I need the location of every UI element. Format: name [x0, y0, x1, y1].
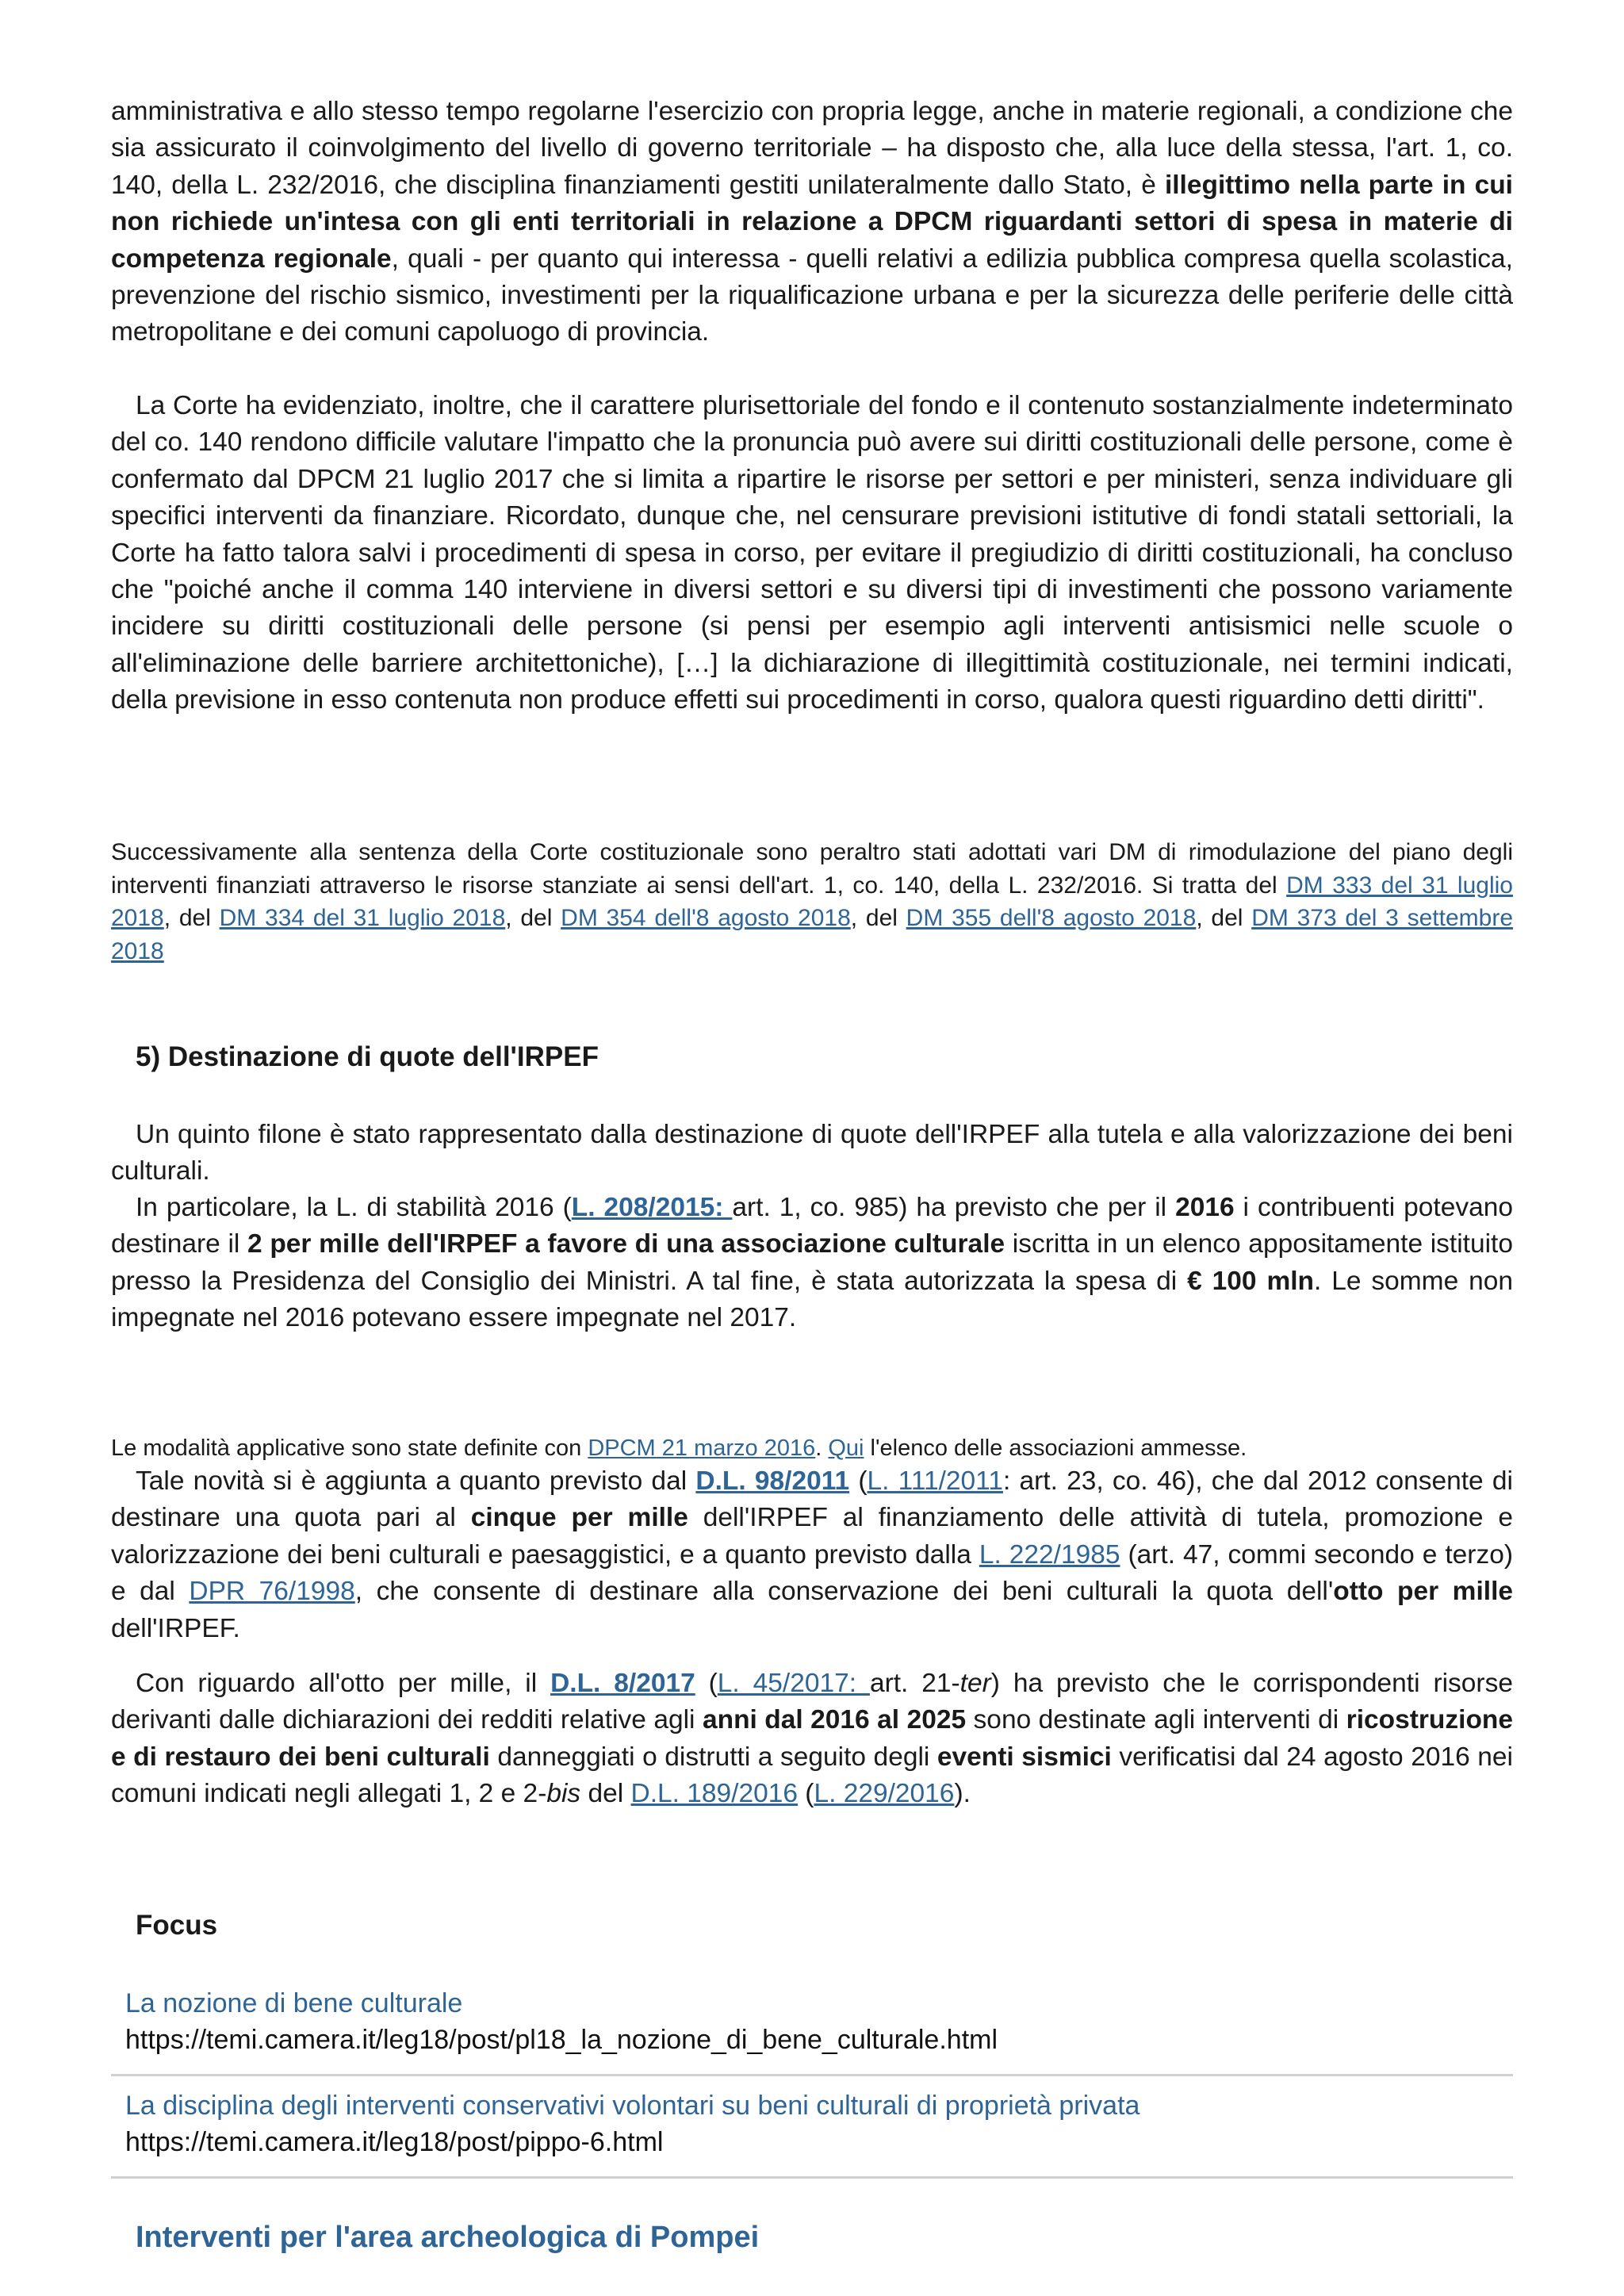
- link-l-222-1985[interactable]: L. 222/1985: [979, 1539, 1120, 1570]
- focus-item[interactable]: [111, 2076, 1513, 2179]
- link-dl-98-2011[interactable]: D.L. 98/2011: [695, 1466, 850, 1496]
- paragraph-stabilita-2016: In particolare, la L. di stabilità 2016 (L. 208/2015: art. 1, co. 985) ha previsto che per il 2016 i contribuenti potevano destinare il 2 per mille dell'IRPEF a favore di una associazione culturale iscritta in un elenco appositamente istituito presso la Presidenza del Consiglio dei Ministri. A tal fine, è stata autorizzata la spesa di € 100 mln. Le somme non impegnate nel 2016 potevano essere impegnate nel 2017.: [111, 1193, 1513, 1333]
- paragraph-quinto-filone: Un quinto filone è stato rappresentato dalla destinazione di quote dell'IRPEF alla tutela e alla valorizzazione dei beni culturali.: [111, 1120, 1513, 1186]
- focus-item[interactable]: [111, 1974, 1513, 2076]
- paragraph-eventi-sismici: Con riguardo all'otto per mille, il D.L. 8/2017 (L. 45/2017: art. 21-ter) ha previsto che le corrispondenti risorse derivanti dalle dichiarazioni dei redditi relative agli anni dal 2016 al 2025 sono destinate agli interventi di ricostruzione e di restauro dei beni culturali danneggiati o distrutti a seguito degli eventi sismici verificatisi dal 24 agosto 2016 nei comuni indicati negli allegati 1, 2 e 2-bis del D.L. 189/2016 (L. 229/2016).: [111, 1669, 1513, 1809]
- link-dm-354[interactable]: DM 354 dell'8 agosto 2018: [561, 905, 851, 932]
- focus-item-url: https://temi.camera.it/leg18/post/pippo-6.html: [125, 2127, 664, 2157]
- link-dm-334[interactable]: DM 334 del 31 luglio 2018: [219, 905, 506, 932]
- link-l-208-2015[interactable]: L. 208/2015:: [571, 1193, 733, 1222]
- link-l-45-2017[interactable]: L. 45/2017:: [717, 1669, 870, 1698]
- paragraph-modalita-applicative: Le modalità applicative sono state definite con DPCM 21 marzo 2016. Qui l'elenco delle associazioni ammesse.: [111, 1435, 1247, 1461]
- paragraph-corte-illegittimita: amministrativa e allo stesso tempo regolarne l'esercizio con propria legge, anche in materie regionali, a condizione che sia assicurato il coinvolgimento del livello di governo territoriale – ha disposto che, alla luce della stessa, l'art. 1, co. 140, della L. 232/2016, che disciplina finanziamenti gestiti unilateralmente dallo Stato, è illegittimo nella parte in cui non richiede un'intesa con gli enti territoriali in relazione a DPCM riguardanti settori di spesa in materie di competenza regionale, quali - per quanto qui interessa - quelli relativi a edilizia pubblica compresa quella scolastica, prevenzione del rischio sismico, investimenti per la riqualificazione urbana e per la sicurezza delle periferie delle città metropolitane e dei comuni capoluogo di provincia.: [111, 97, 1513, 347]
- focus-item-title[interactable]: La disciplina degli interventi conservativi volontari su beni culturali di proprietà privata: [125, 2091, 1140, 2121]
- link-dm-373[interactable]: DM 373 del 3 settembre 2018: [111, 905, 1514, 964]
- link-l-111-2011[interactable]: L. 111/2011: [867, 1466, 1003, 1496]
- focus-list: [111, 1974, 1513, 2179]
- focus-item-url: https://temi.camera.it/leg18/post/pl18_la_nozione_di_bene_culturale.html: [125, 2025, 998, 2055]
- paragraph-dm-rimodulazione: Successivamente alla sentenza della Corte costituzionale sono peraltro stati adottati vari DM di rimodulazione del piano degli interventi finanziati attraverso le risorse stanziate ai sensi dell'art. 1, co. 140, della L. 232/2016. Si tratta del DM 333 del 31 luglio 2018, del DM 334 del 31 luglio 2018, del DM 354 dell'8 agosto 2018, del DM 355 dell'8 agosto 2018, del DM 373 del 3 settembre 2018: [111, 839, 1514, 964]
- focus-heading: Focus: [136, 1910, 218, 1941]
- paragraph-cinque-otto-per-mille: Tale novità si è aggiunta a quanto previsto dal D.L. 98/2011 (L. 111/2011: art. 23, co. 46), che dal 2012 consente di destinare una quota pari al cinque per mille dell'IRPEF al finanziamento delle attività di tutela, promozione e valorizzazione dei beni culturali e paesaggistici, e a quanto previsto dalla L. 222/1985 (art. 47, commi secondo e terzo) e dal DPR 76/1998, che consente di destinare alla conservazione dei beni culturali la quota dell'otto per mille dell'IRPEF.: [111, 1466, 1514, 1643]
- next-section-link[interactable]: Interventi per l'area archeologica di Pompei: [136, 2221, 760, 2254]
- paragraph-corte-impatto: La Corte ha evidenziato, inoltre, che il carattere plurisettoriale del fondo e il contenuto sostanzialmente indeterminato del co. 140 rendono difficile valutare l'impatto che la pronuncia può avere sui diritti costituzionali delle persone, come è confermato dal DPCM 21 luglio 2017 che si limita a ripartire le risorse per settori e per ministeri, senza individuare gli specifici interventi da finanziare. Ricordato, dunque che, nel censurare previsioni istitutive di fondi statali settoriali, la Corte ha fatto talora salvi i procedimenti di spesa in corso, per evitare il pregiudizio di diritti costituzionali, ha concluso che "poiché anche il comma 140 interviene in diversi settori e su diversi tipi di investimenti che possono variamente incidere su diritti costituzionali delle persone (si pensi per esempio agli interventi antisismici nelle scuole o all'eliminazione delle barriere architettoniche), […] la dichiarazione di illegittimità costituzionale, nei termini indicati, della previsione in esso contenuta non produce effetti sui procedimenti in corso, qualora questi riguardino detti diritti".: [111, 391, 1513, 715]
- link-l-229-2016[interactable]: L. 229/2016: [814, 1779, 955, 1809]
- focus-item-title[interactable]: La nozione di bene culturale: [125, 1988, 463, 2018]
- link-dpr-76-1998[interactable]: DPR 76/1998: [189, 1577, 355, 1607]
- link-dl-8-2017[interactable]: D.L. 8/2017: [550, 1669, 695, 1698]
- link-dm-333[interactable]: DM 333 del 31 luglio 2018: [111, 872, 1513, 932]
- link-qui-elenco[interactable]: Qui: [828, 1435, 864, 1461]
- link-dl-189-2016[interactable]: D.L. 189/2016: [630, 1779, 798, 1809]
- section-heading-irpef: 5) Destinazione di quote dell'IRPEF: [136, 1041, 599, 1072]
- link-dm-355[interactable]: DM 355 dell'8 agosto 2018: [906, 905, 1197, 932]
- link-dpcm-21-marzo-2016[interactable]: DPCM 21 marzo 2016: [588, 1435, 816, 1461]
